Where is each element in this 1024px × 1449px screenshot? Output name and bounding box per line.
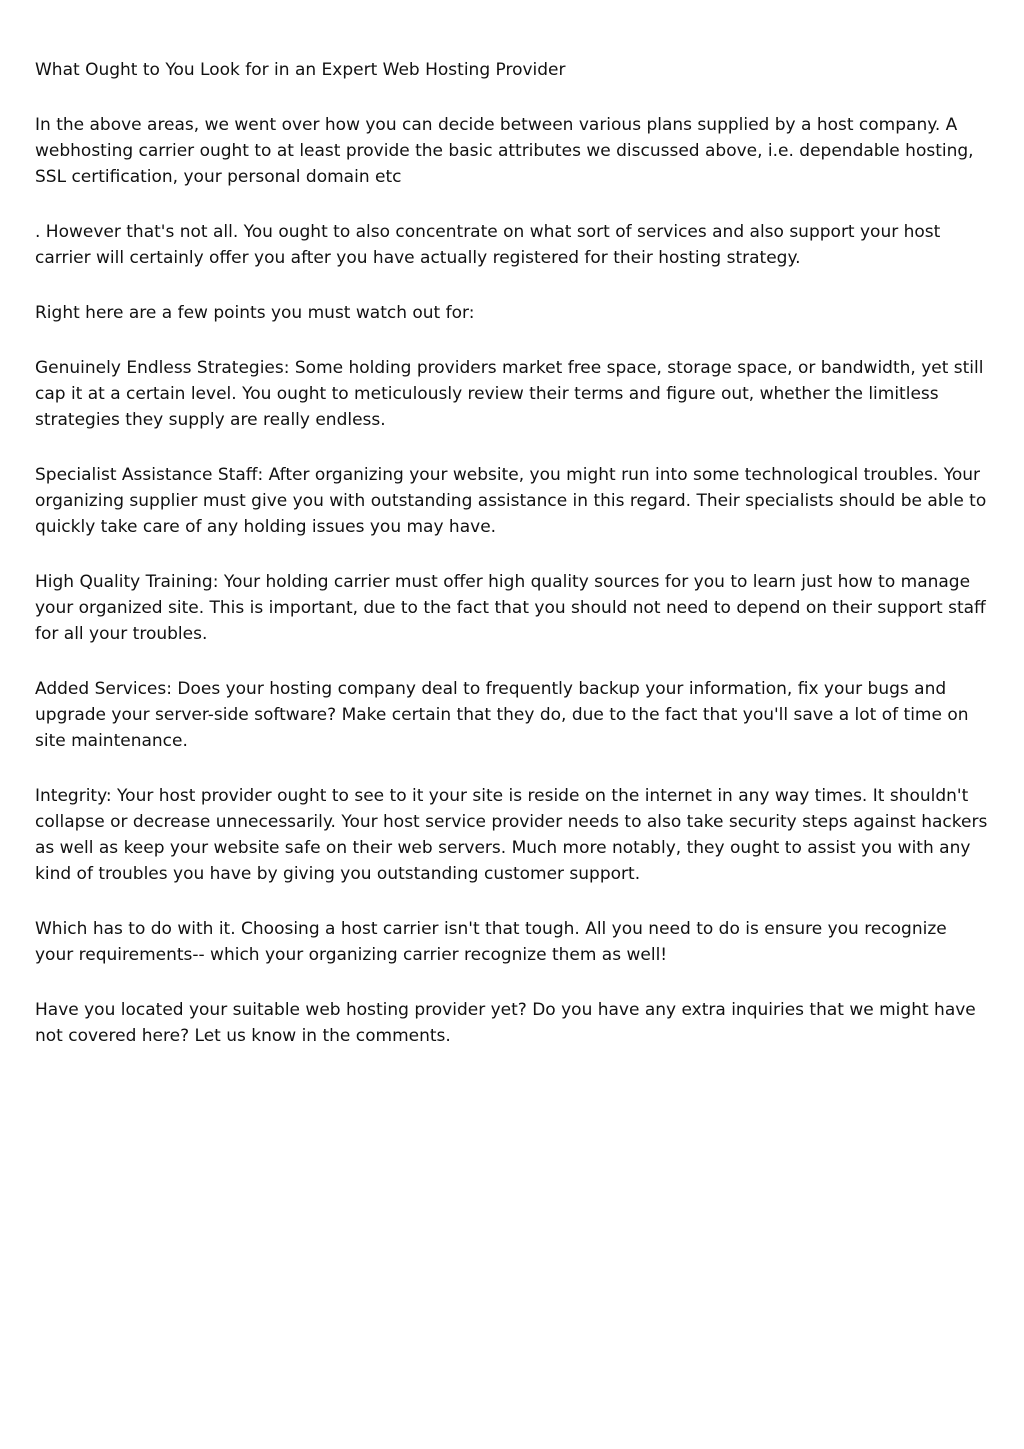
paragraph-added-services: Added Services: Does your hosting company deal to frequently backup your information, fix your bugs and upgrade your server-side software? Make certain that they do, due to the fact that you'll save a lot of time on site maintenance. [35, 679, 969, 751]
paragraph-points-lead: Right here are a few points you must watch out for: [35, 303, 475, 323]
paragraph-however: . However that's not all. You ought to also concentrate on what sort of services and also support your host carrier will certainly offer you after you have actually registered for their hosting strategy. [35, 222, 941, 268]
document-title: What Ought to You Look for in an Expert Web Hosting Provider [35, 60, 566, 80]
paragraph-assistance-staff: Specialist Assistance Staff: After organizing your website, you might run into some technological troubles. Your organizing supplier must give you with outstanding assistance in this regard. Their specialists should be able to quickly take care of any holding issues you may have. [35, 465, 987, 537]
paragraph-endless-strategies: Genuinely Endless Strategies: Some holding providers market free space, storage space, or bandwidth, yet still cap it at a certain level. You ought to meticulously review their terms and figure out, whether the limitless strategies they supply are really endless. [35, 358, 984, 430]
paragraph-quality-training: High Quality Training: Your holding carrier must offer high quality sources for you to learn just how to manage your organized site. This is important, due to the fact that you should not need to depend on their support staff for all your troubles. [35, 572, 986, 644]
paragraph-closing: Have you located your suitable web hosting provider yet? Do you have any extra inquiries that we might have not covered here? Let us know in the comments. [35, 1000, 976, 1046]
paragraph-intro: In the above areas, we went over how you can decide between various plans supplied by a host company. A webhosting carrier ought to at least provide the basic attributes we discussed above, i.e. dependable hosting, SSL certification, your personal domain etc [35, 115, 974, 187]
paragraph-integrity: Integrity: Your host provider ought to see to it your site is reside on the internet in any way times. It shouldn't collapse or decrease unnecessarily. Your host service provider needs to also take security steps against hackers as well as keep your website safe on their web servers. Much more notably, they ought to assist you with any kind of troubles you have by giving you outstanding customer support. [35, 786, 988, 884]
document-page [35, 57, 990, 1078]
paragraph-summary: Which has to do with it. Choosing a host carrier isn't that tough. All you need to do is ensure you recognize your requirements-- which your organizing carrier recognize them as well! [35, 919, 947, 965]
